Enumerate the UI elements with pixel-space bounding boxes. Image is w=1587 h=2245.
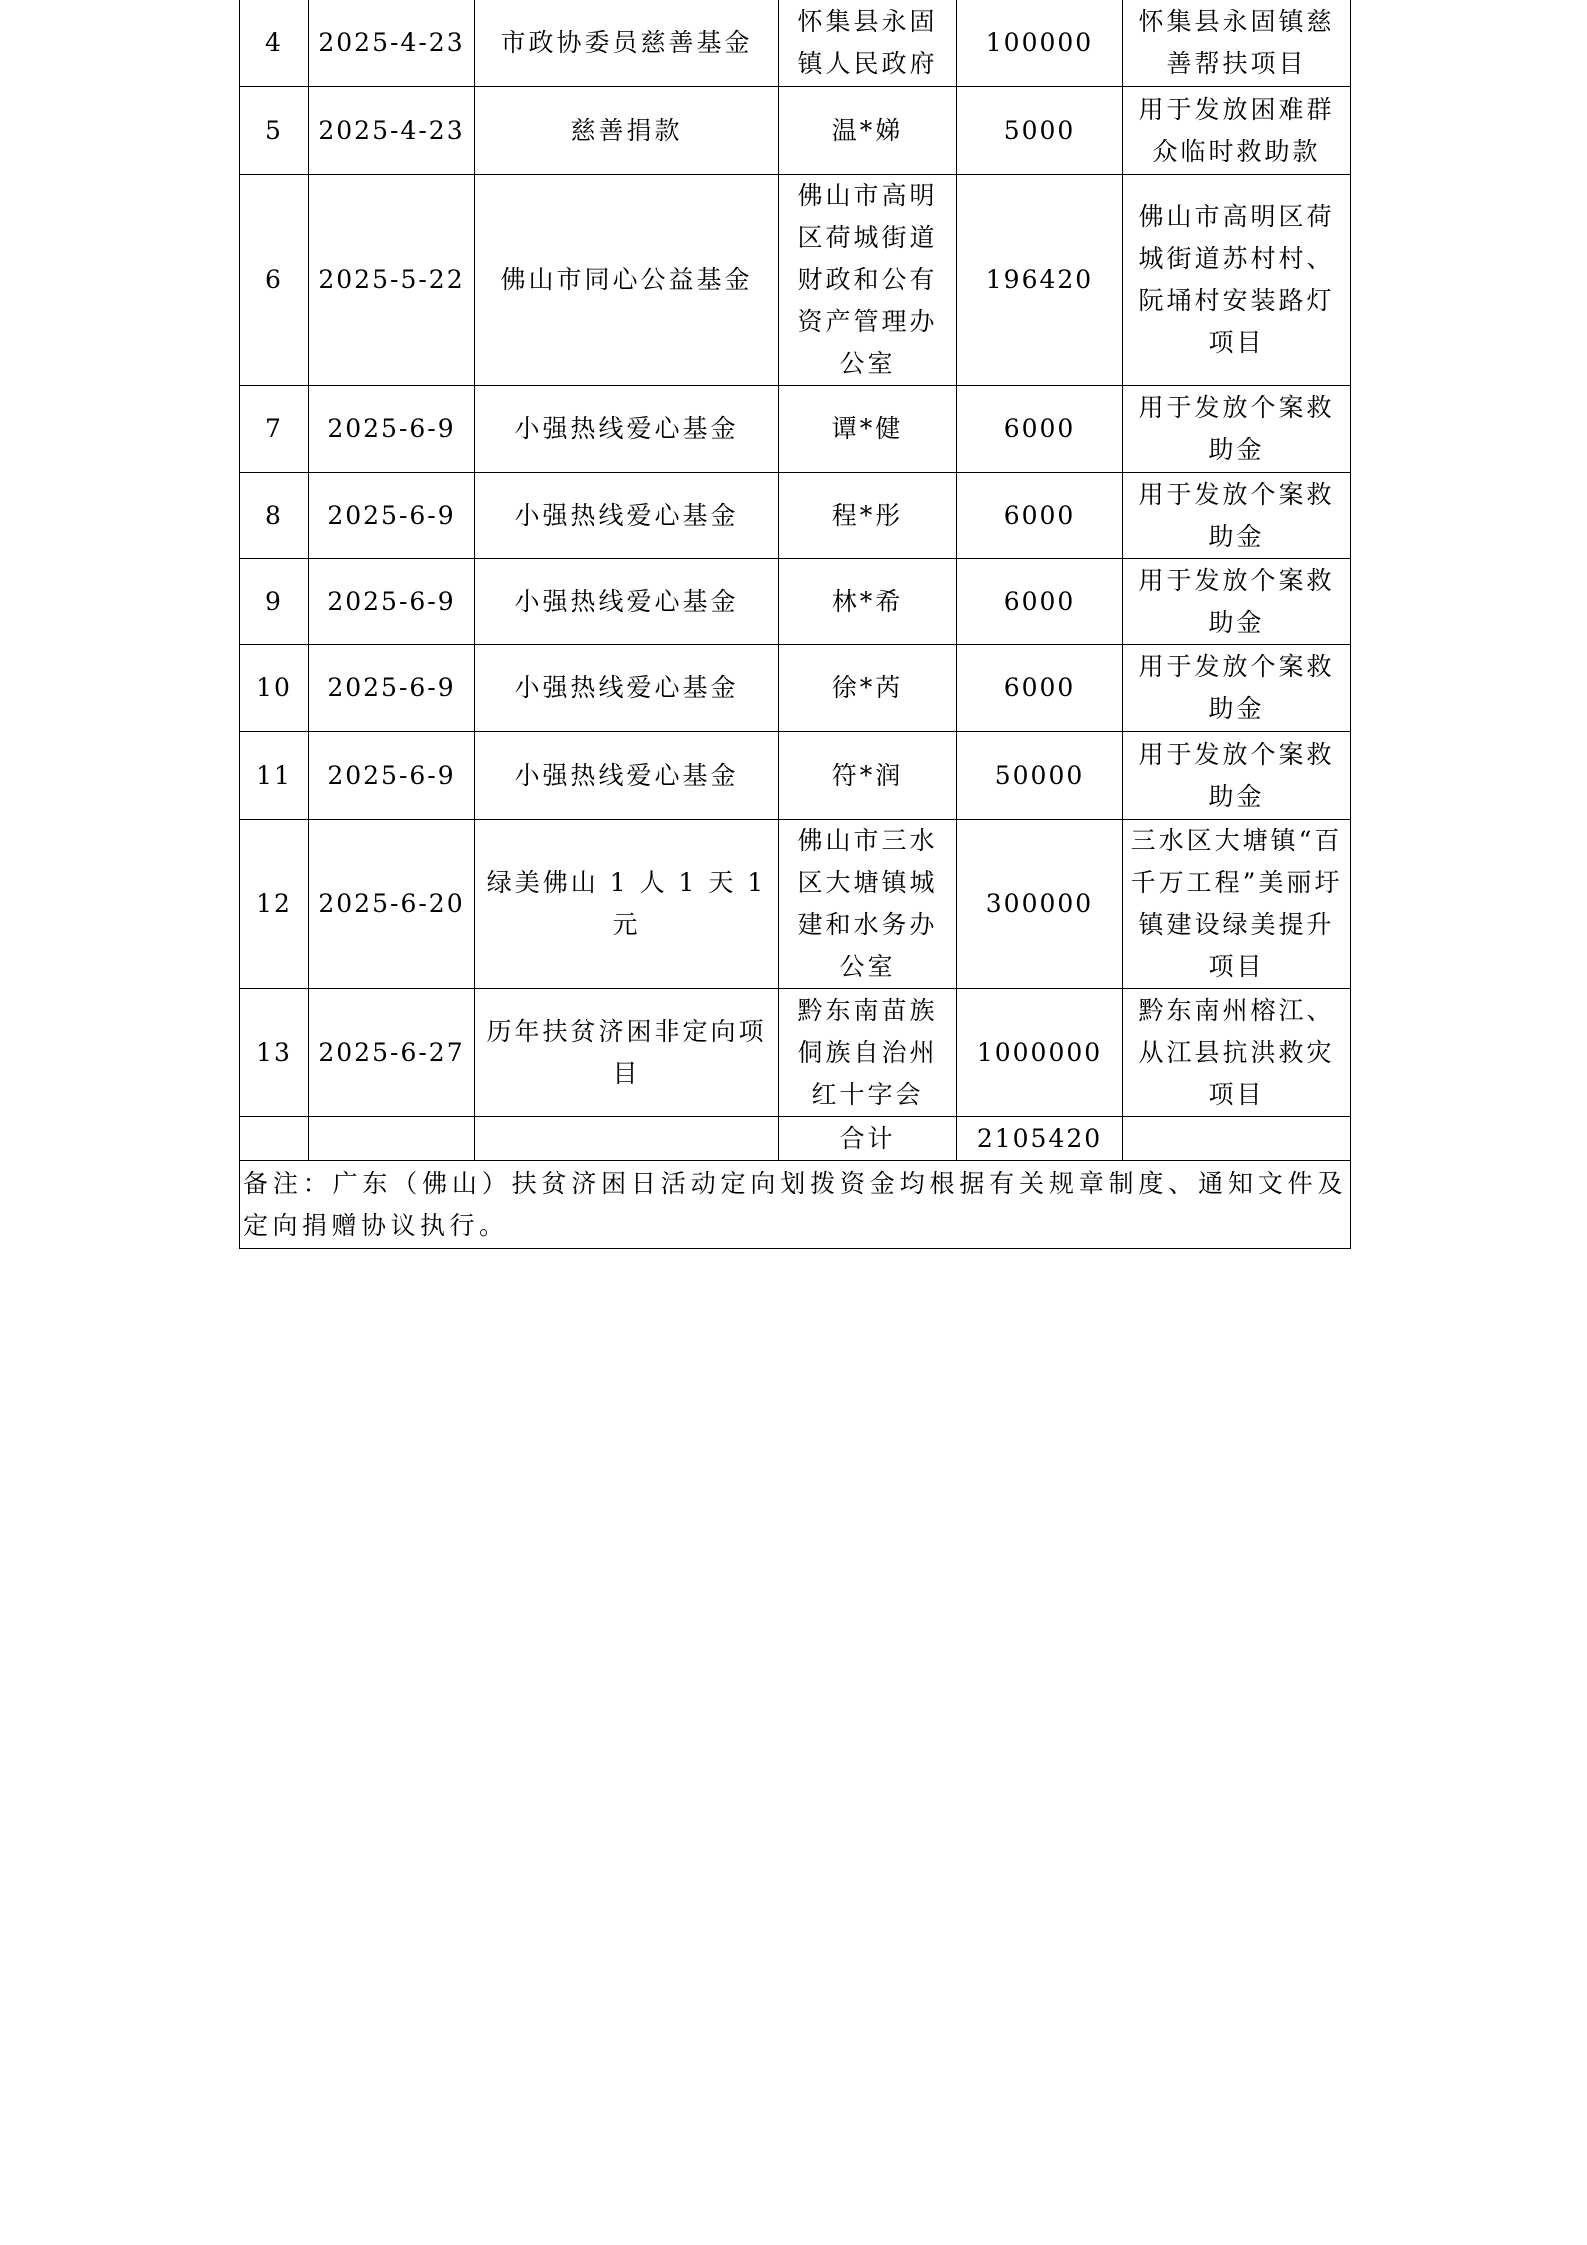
date-cell: 2025-6-27 [309,989,475,1117]
date-cell: 2025-6-9 [309,645,475,732]
recipient-cell: 符*润 [779,732,957,820]
row-number-cell: 6 [240,175,309,386]
purpose-cell: 用于发放个案救助金 [1123,645,1351,732]
fund-name-cell: 小强热线爱心基金 [475,559,779,645]
table-row [240,87,1351,175]
row-number-cell: 4 [240,0,309,87]
date-cell: 2025-5-22 [309,175,475,386]
row-number-cell: 8 [240,473,309,559]
total-empty-cell [475,1117,779,1161]
amount-cell: 6000 [957,473,1123,559]
total-amount: 2105420 [957,1117,1123,1161]
purpose-cell: 三水区大塘镇“百千万工程”美丽圩镇建设绿美提升项目 [1123,820,1351,989]
date-cell: 2025-4-23 [309,0,475,87]
total-empty-cell [1123,1117,1351,1161]
amount-cell: 5000 [957,87,1123,175]
row-number-cell: 9 [240,559,309,645]
date-cell: 2025-6-20 [309,820,475,989]
amount-cell: 6000 [957,559,1123,645]
fund-name-cell: 小强热线爱心基金 [475,732,779,820]
fund-name-cell: 绿美佛山 1 人 1 天 1 元 [475,820,779,989]
amount-cell: 50000 [957,732,1123,820]
recipient-cell: 林*希 [779,559,957,645]
row-number-cell: 11 [240,732,309,820]
note-row [240,1161,1351,1249]
total-empty-cell [309,1117,475,1161]
purpose-cell: 用于发放个案救助金 [1123,473,1351,559]
total-row [240,1117,1351,1161]
fund-name-cell: 小强热线爱心基金 [475,386,779,473]
recipient-cell: 温*娣 [779,87,957,175]
date-cell: 2025-4-23 [309,87,475,175]
amount-cell: 196420 [957,175,1123,386]
purpose-cell: 怀集县永固镇慈善帮扶项目 [1123,0,1351,87]
purpose-cell: 佛山市高明区荷城街道苏村村、阮埇村安装路灯项目 [1123,175,1351,386]
amount-cell: 300000 [957,820,1123,989]
table-note: 备注：广东（佛山）扶贫济困日活动定向划拨资金均根据有关规章制度、通知文件及定向捐赠协议执行。 [240,1161,1351,1249]
amount-cell: 6000 [957,386,1123,473]
recipient-cell: 徐*芮 [779,645,957,732]
fund-name-cell: 历年扶贫济困非定向项目 [475,989,779,1117]
table-row [240,0,1351,87]
recipient-cell: 佛山市三水区大塘镇城建和水务办公室 [779,820,957,989]
table-row [240,645,1351,732]
fund-name-cell: 慈善捐款 [475,87,779,175]
amount-cell: 1000000 [957,989,1123,1117]
purpose-cell: 黔东南州榕江、从江县抗洪救灾项目 [1123,989,1351,1117]
row-number-cell: 5 [240,87,309,175]
recipient-cell: 怀集县永固镇人民政府 [779,0,957,87]
fund-name-cell: 小强热线爱心基金 [475,645,779,732]
table-footer [240,1117,1351,1249]
date-cell: 2025-6-9 [309,559,475,645]
donation-allocation-table [239,0,1351,1249]
date-cell: 2025-6-9 [309,732,475,820]
row-number-cell: 12 [240,820,309,989]
amount-cell: 100000 [957,0,1123,87]
purpose-cell: 用于发放个案救助金 [1123,386,1351,473]
total-empty-cell [240,1117,309,1161]
date-cell: 2025-6-9 [309,473,475,559]
table-row [240,989,1351,1117]
recipient-cell: 谭*健 [779,386,957,473]
table-body [240,0,1351,1117]
row-number-cell: 7 [240,386,309,473]
row-number-cell: 10 [240,645,309,732]
table-row [240,386,1351,473]
fund-name-cell: 市政协委员慈善基金 [475,0,779,87]
date-cell: 2025-6-9 [309,386,475,473]
table-row [240,732,1351,820]
amount-cell: 6000 [957,645,1123,732]
table-row [240,473,1351,559]
purpose-cell: 用于发放个案救助金 [1123,732,1351,820]
table-row [240,175,1351,386]
table-row [240,559,1351,645]
recipient-cell: 程*彤 [779,473,957,559]
fund-name-cell: 佛山市同心公益基金 [475,175,779,386]
recipient-cell: 佛山市高明区荷城街道财政和公有资产管理办公室 [779,175,957,386]
total-label: 合计 [779,1117,957,1161]
recipient-cell: 黔东南苗族侗族自治州红十字会 [779,989,957,1117]
fund-name-cell: 小强热线爱心基金 [475,473,779,559]
purpose-cell: 用于发放个案救助金 [1123,559,1351,645]
purpose-cell: 用于发放困难群众临时救助款 [1123,87,1351,175]
row-number-cell: 13 [240,989,309,1117]
table-row [240,820,1351,989]
